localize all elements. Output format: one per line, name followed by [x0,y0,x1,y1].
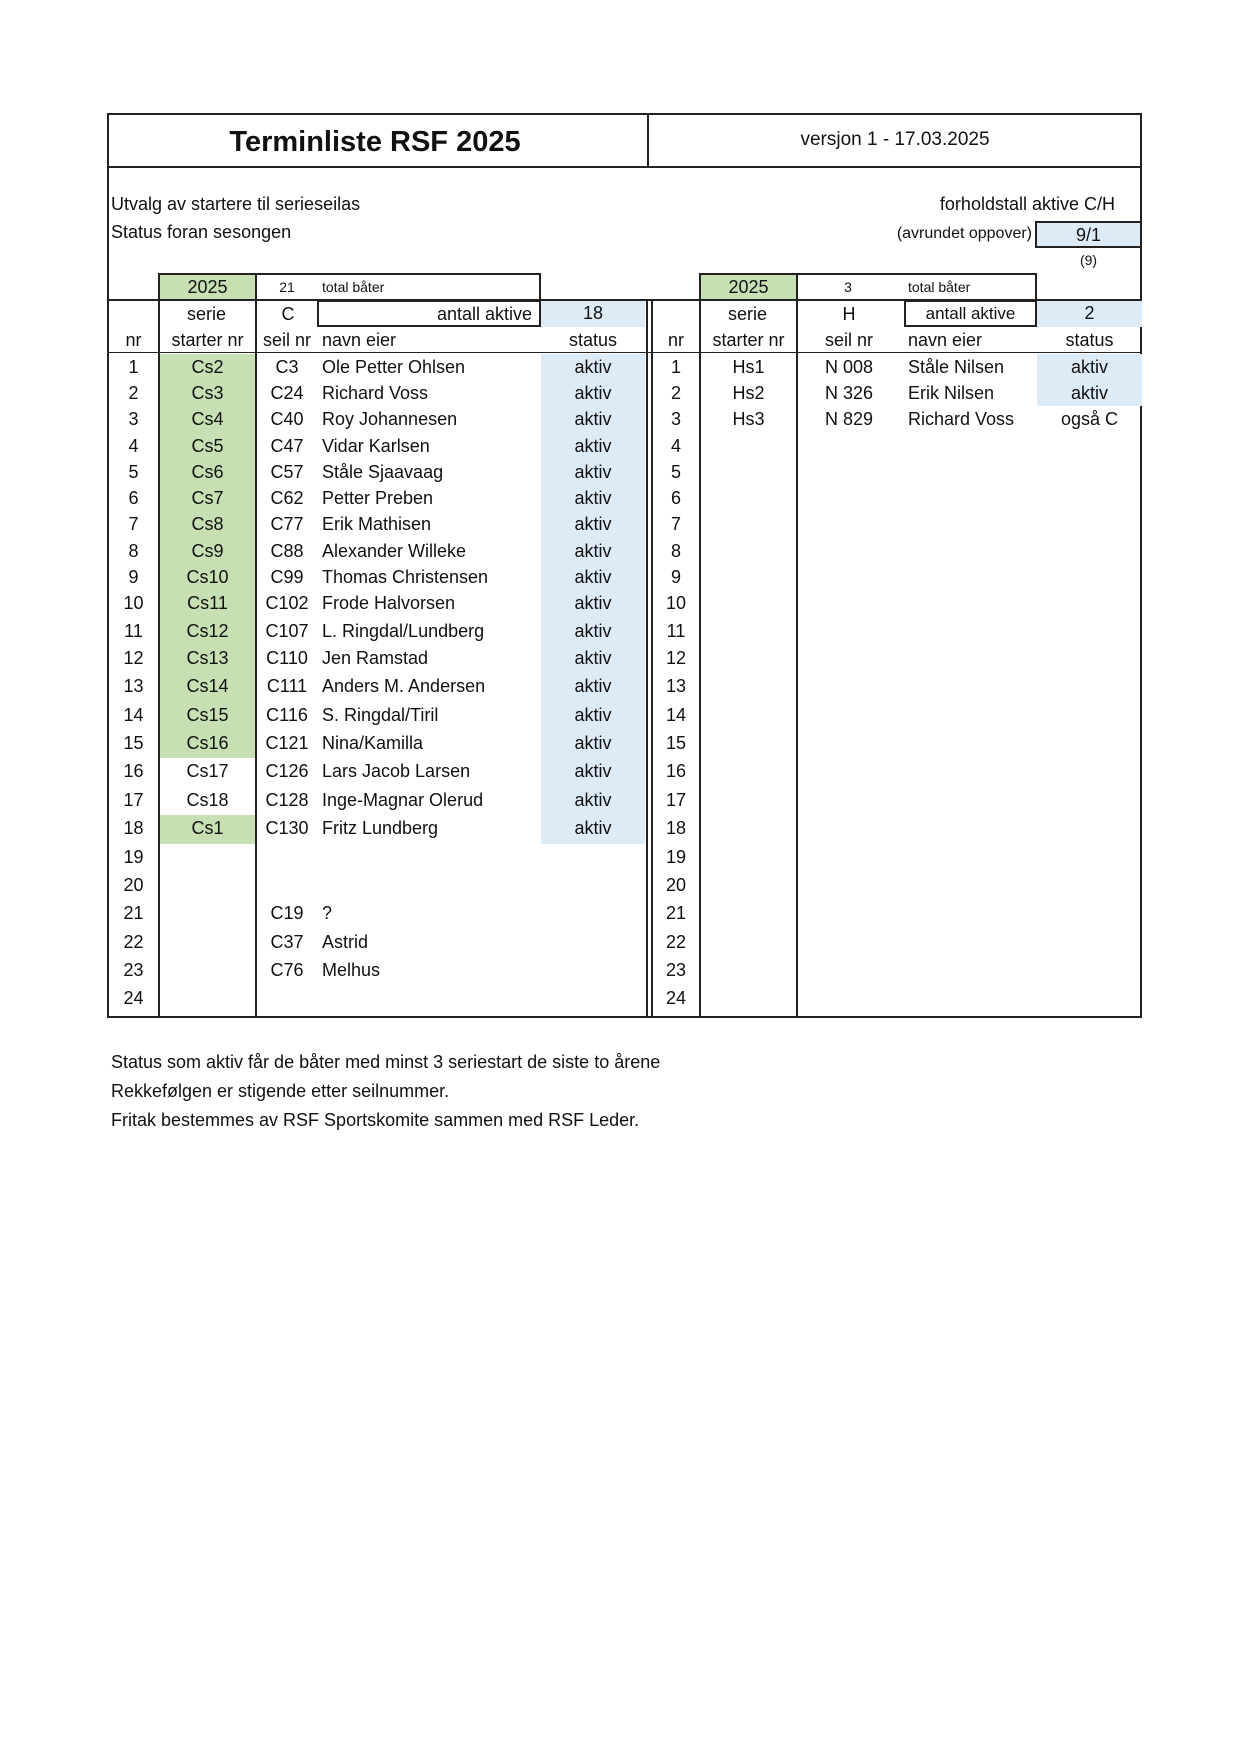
right-row-nr: 1 [670,357,681,377]
left-row-sail: C110 [266,648,308,668]
right-row-nr: 22 [665,932,687,952]
left-row-owner: Lars Jacob Larsen [322,761,471,781]
note-2: Rekkefølgen er stigende etter seilnummer. [111,1081,450,1101]
right-row-starter: Hs1 [732,357,765,377]
right-row-starter [701,730,796,758]
rounded-label: (avrundet oppover) [896,225,1032,242]
right-col-owner: navn eier [908,330,983,350]
right-serie-label: serie [727,304,767,324]
left-row-starter [160,957,255,985]
left-row-sail: C126 [265,761,309,781]
right-row-nr: 7 [670,514,681,534]
ratio-sub: (9) [1079,252,1098,268]
left-total-label: total båter [322,279,385,295]
left-row-sail: C57 [270,462,304,482]
left-row-status [541,985,645,1016]
right-row-sail [798,758,900,787]
right-row-starter [701,929,796,957]
right-row-starter [701,673,796,702]
left-row-nr: 10 [123,593,144,613]
right-row-starter [701,900,796,929]
intro-line-1: Utvalg av startere til serieseilas [111,194,361,214]
left-serie-label: serie [186,304,226,324]
left-row-status: aktiv [541,354,645,380]
right-row-nr: 10 [665,593,687,613]
right-row-starter [701,872,796,900]
right-total-label: total båter [908,279,971,295]
left-row-nr: 22 [123,932,144,952]
right-row-sail [798,511,900,538]
left-row-status [541,900,645,929]
left-row-starter: Cs5 [160,433,255,459]
right-row-status [1037,929,1142,957]
left-row-sail [257,985,317,1016]
left-row-owner: Roy Johannesen [322,409,458,429]
left-active-label: antall aktive [436,304,532,324]
right-row-nr: 12 [665,648,687,668]
left-row-nr: 14 [123,705,144,725]
left-row-sail: C3 [275,357,299,377]
right-row-status [1037,702,1142,730]
left-row-nr: 12 [123,648,144,668]
right-row-nr: 19 [665,847,687,867]
right-row-sail [798,957,900,985]
left-row-status: aktiv [541,758,645,787]
left-row-nr: 6 [128,488,139,508]
left-row-sail: C47 [270,436,304,456]
header-bottom-line [107,166,1142,168]
left-row-owner: Ole Petter Ohlsen [322,357,466,377]
right-row-status [1037,730,1142,758]
right-row-starter [701,433,796,459]
right-row-starter [701,618,796,645]
right-row-starter: Hs2 [732,383,765,403]
left-row-status: aktiv [541,538,645,564]
left-row-nr: 13 [123,676,144,696]
left-row-starter: Cs12 [160,618,255,645]
left-row-owner: L. Ringdal/Lundberg [322,621,485,641]
left-row-starter [160,929,255,957]
left-row-starter: Cs3 [160,380,255,406]
ratio-value: 9/1 [1035,221,1142,248]
right-row-status [1037,872,1142,900]
right-row-sail [798,929,900,957]
left-row-sail: C19 [270,903,304,923]
right-row-sail [798,815,900,844]
left-row-owner: Ståle Sjaavaag [322,462,444,482]
left-row-status: aktiv [541,590,645,618]
right-row-starter [701,787,796,815]
right-total-count: 3 [844,279,852,295]
left-row-starter: Cs4 [160,406,255,433]
right-row-owner: Richard Voss [908,409,1015,429]
left-active-count: 18 [541,300,645,327]
left-row-nr: 5 [128,462,139,482]
right-row-status [1037,511,1142,538]
left-row-status [541,844,645,872]
right-row-sail [798,787,900,815]
left-col-owner: navn eier [322,330,397,350]
right-row-starter [701,815,796,844]
right-row-status [1037,459,1142,485]
right-row-sail [798,872,900,900]
left-row-status: aktiv [541,406,645,433]
right-row-sail [798,844,900,872]
left-row-starter: Cs2 [160,354,255,380]
left-row-starter: Cs14 [160,673,255,702]
left-row-status: aktiv [541,673,645,702]
right-row-sail: N 008 [824,357,874,377]
left-year: 2025 [158,273,257,301]
left-row-nr: 7 [128,514,139,534]
left-row-starter [160,900,255,929]
right-row-sail [798,459,900,485]
ratio-label: forholdstall aktive C/H [939,194,1115,214]
right-row-sail: N 829 [824,409,874,429]
right-row-nr: 20 [665,875,687,895]
left-row-sail: C37 [270,932,304,952]
right-row-owner: Erik Nilsen [908,383,995,403]
left-row-owner: Petter Preben [322,488,434,508]
left-row-nr: 9 [128,567,139,587]
left-row-sail: C40 [270,409,304,429]
left-row-status: aktiv [541,815,645,844]
right-row-status [1037,673,1142,702]
right-row-nr: 11 [666,621,686,641]
left-row-starter: Cs8 [160,511,255,538]
right-row-status [1037,844,1142,872]
left-row-owner: Nina/Kamilla [322,733,424,753]
right-row-status [1037,815,1142,844]
left-row-starter: Cs15 [160,702,255,730]
right-row-nr: 15 [665,733,687,753]
left-row-owner: Richard Voss [322,383,429,403]
right-col-sail: seil nr [824,330,873,350]
left-row-sail [257,844,317,872]
right-class: H [842,304,856,324]
left-row-sail: C88 [270,541,304,561]
right-row-nr: 14 [665,705,687,725]
left-row-nr: 15 [123,733,144,753]
right-row-nr: 21 [665,903,687,923]
intro-line-2: Status foran sesongen [111,222,292,242]
right-row-status [1037,564,1142,590]
right-row-status [1037,787,1142,815]
right-row-nr: 8 [670,541,681,561]
left-row-sail: C128 [265,790,309,810]
left-row-starter: Cs9 [160,538,255,564]
left-row-status: aktiv [541,564,645,590]
left-row-sail: C77 [270,514,304,534]
left-row-status [541,872,645,900]
left-row-starter: Cs17 [186,761,229,781]
left-row-status: aktiv [541,645,645,673]
left-row-sail: C62 [270,488,304,508]
left-row-status: aktiv [541,485,645,511]
right-row-nr: 24 [665,988,687,1008]
right-row-starter [701,511,796,538]
left-row-starter: Cs1 [160,815,255,844]
right-row-nr: 6 [670,488,681,508]
right-row-sail [798,433,900,459]
right-row-sail [798,730,900,758]
left-row-sail: C111 [266,676,308,696]
left-row-sail: C130 [265,818,309,838]
left-row-sail: C107 [265,621,309,641]
left-row-status: aktiv [541,511,645,538]
right-row-status [1037,758,1142,787]
left-row-starter: Cs16 [160,730,255,758]
left-class: C [281,304,295,324]
left-row-nr: 16 [123,761,144,781]
left-row-nr: 20 [123,875,144,895]
left-row-starter: Cs18 [186,790,229,810]
left-row-sail: C76 [270,960,304,980]
right-row-status: også C [1060,409,1119,429]
right-row-sail [798,702,900,730]
left-col-starter: starter nr [171,330,244,350]
left-row-owner: Frode Halvorsen [322,593,456,613]
left-row-status [541,929,645,957]
right-row-status [1037,433,1142,459]
right-row-sail [798,673,900,702]
left-total-count: 21 [279,279,295,295]
left-row-status: aktiv [541,702,645,730]
right-row-sail [798,900,900,929]
left-col-nr: nr [125,330,142,350]
left-row-owner: Vidar Karlsen [322,436,430,456]
left-row-starter: Cs6 [160,459,255,485]
right-row-starter [701,485,796,511]
right-row-starter [701,538,796,564]
left-row-starter [160,844,255,872]
right-row-starter [701,564,796,590]
left-row-nr: 8 [128,541,139,561]
right-row-sail [798,645,900,673]
right-row-owner: Ståle Nilsen [908,357,1005,377]
table-top-line [107,299,1142,301]
left-row-starter: Cs13 [160,645,255,673]
left-row-status: aktiv [541,618,645,645]
left-row-owner: ? [322,903,333,923]
left-row-status: aktiv [541,433,645,459]
right-row-sail [798,485,900,511]
left-row-sail [257,872,317,900]
right-row-status: aktiv [1037,354,1142,380]
left-row-nr: 1 [128,357,139,377]
left-row-nr: 11 [124,621,143,641]
right-row-status [1037,985,1142,1016]
left-row-owner: S. Ringdal/Tiril [322,705,439,725]
left-row-nr: 19 [123,847,144,867]
left-row-status: aktiv [541,730,645,758]
left-row-sail: C24 [270,383,304,403]
left-row-starter: Cs10 [160,564,255,590]
right-row-sail [798,538,900,564]
right-row-status [1037,900,1142,929]
left-row-nr: 2 [128,383,139,403]
left-row-starter [160,872,255,900]
left-row-owner: Inge-Magnar Olerud [322,790,484,810]
right-row-nr: 17 [665,790,687,810]
right-row-nr: 13 [665,676,687,696]
note-1: Status som aktiv får de båter med minst 3 seriestart de siste to årene [111,1052,661,1072]
right-row-status: aktiv [1037,380,1142,406]
left-row-starter: Cs11 [160,590,255,618]
left-row-nr: 18 [123,818,144,838]
left-row-status: aktiv [541,459,645,485]
right-row-nr: 5 [670,462,681,482]
left-col-status: status [568,330,618,350]
header-divider [647,113,649,167]
left-row-nr: 4 [128,436,139,456]
right-year: 2025 [699,273,798,301]
right-row-starter [701,645,796,673]
left-row-status [541,957,645,985]
right-row-nr: 16 [665,761,687,781]
left-row-owner: Anders M. Andersen [322,676,486,696]
right-col-starter: starter nr [712,330,785,350]
left-row-owner: Melhus [322,960,381,980]
right-row-nr: 3 [670,409,681,429]
left-row-owner: Jen Ramstad [322,648,429,668]
right-row-starter [701,590,796,618]
right-row-starter: Hs3 [732,409,765,429]
right-row-status [1037,957,1142,985]
center-divider-a [646,299,648,1018]
left-row-owner: Erik Mathisen [322,514,432,534]
right-row-starter [701,758,796,787]
left-row-sail: C116 [266,705,308,725]
right-row-nr: 23 [665,960,687,980]
right-row-status [1037,590,1142,618]
right-row-status [1037,485,1142,511]
right-row-sail [798,618,900,645]
left-row-nr: 23 [123,960,144,980]
left-row-status: aktiv [541,380,645,406]
right-row-status [1037,538,1142,564]
right-row-sail: N 326 [824,383,874,403]
right-row-status [1037,618,1142,645]
right-row-sail [798,985,900,1016]
right-row-nr: 9 [670,567,681,587]
left-row-sail: C102 [265,593,309,613]
right-row-starter [701,957,796,985]
left-row-sail: C121 [265,733,309,753]
right-row-nr: 2 [670,383,681,403]
footer-notes [111,1048,660,1135]
left-row-nr: 24 [123,988,144,1008]
right-row-status [1037,645,1142,673]
right-row-starter [701,985,796,1016]
left-row-owner: Fritz Lundberg [322,818,439,838]
left-col-sail: seil nr [262,330,311,350]
right-row-nr: 18 [665,818,687,838]
left-row-sail: C99 [270,567,304,587]
right-row-starter [701,844,796,872]
left-row-starter: Cs7 [160,485,255,511]
left-row-nr: 21 [123,903,144,923]
right-col-status: status [1065,330,1114,350]
version-label: versjon 1 - 17.03.2025 [800,129,990,150]
right-row-sail [798,590,900,618]
right-row-sail [798,564,900,590]
right-active-label: antall aktive [925,304,1016,323]
left-row-owner: Astrid [322,932,369,952]
left-row-owner: Alexander Willeke [322,541,467,561]
right-col-nr: nr [667,330,684,350]
page-title: Terminliste RSF 2025 [229,126,521,158]
right-row-nr: 4 [670,436,681,456]
left-row-status: aktiv [541,787,645,815]
right-row-starter [701,459,796,485]
right-row-starter [701,702,796,730]
left-row-starter [160,985,255,1016]
note-3: Fritak bestemmes av RSF Sportskomite sammen med RSF Leder. [111,1110,640,1130]
right-active-count: 2 [1037,300,1142,327]
left-row-owner: Thomas Christensen [322,567,489,587]
left-row-nr: 3 [128,409,139,429]
left-row-nr: 17 [123,790,144,810]
